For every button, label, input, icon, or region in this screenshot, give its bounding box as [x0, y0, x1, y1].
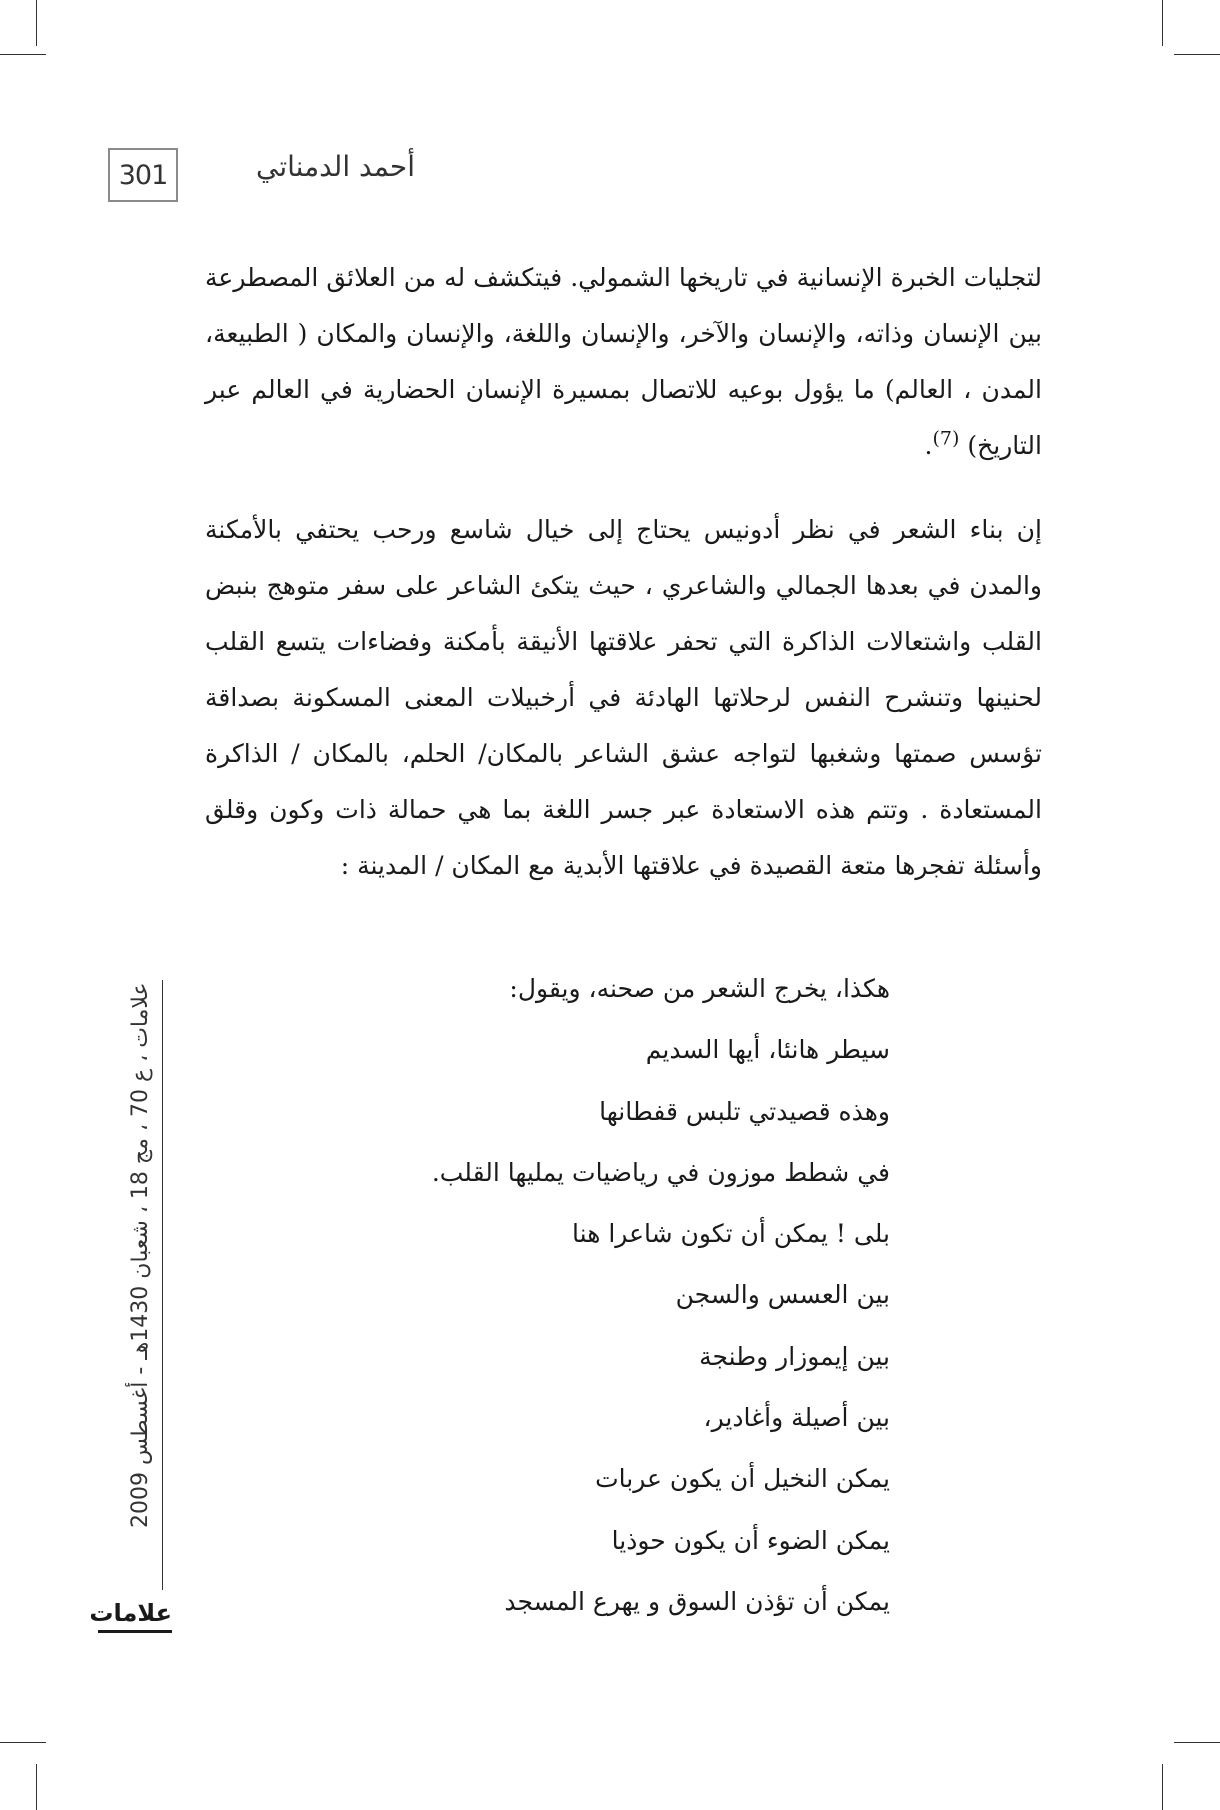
body-paragraph-1 [205, 250, 1042, 474]
poem-line: في شطط موزون في رياضيات يمليها القلب. [431, 1157, 890, 1187]
crop-mark [1174, 1742, 1220, 1743]
poem-line: بين إيموزار وطنجة [699, 1341, 890, 1371]
crop-mark [1174, 54, 1220, 55]
poem-line: يمكن أن تؤذن السوق و يهرع المسجد [504, 1586, 890, 1616]
paragraph-text: لتجليات الخبرة الإنسانية في تاريخها الشمولي. فيتكشف له من العلائق المصطرعة بين الإنسان وذاته، والإنسان والآخر، والإنسان واللغة، والإنسان والمكان ( الطبيعة، المدن ، العالم) ما يؤول بوعيه للاتصال بمسيرة الإنسان الحضارية في العالم عبر التاريخ) [205, 263, 1042, 460]
crop-mark [1162, 0, 1163, 46]
crop-mark [0, 1742, 46, 1743]
poem-line: بين العسس والسجن [675, 1280, 890, 1310]
poem-line: يمكن الضوء أن يكون حوذيا [611, 1525, 890, 1555]
poem-line: بلى ! يمكن أن تكون شاعرا هنا [572, 1219, 890, 1249]
journal-issue-info: علامات ، ع 70 ، مج 18 ، شعبان 1430هـ - أغسطس 2009 [128, 982, 153, 1528]
poem-line: سيطر هانئا، أيها السديم [645, 1035, 890, 1065]
footnote-reference[interactable]: (7) [932, 427, 960, 450]
poem-excerpt [432, 958, 890, 1632]
poem-line: يمكن النخيل أن يكون عربات [595, 1464, 890, 1494]
page-number: 301 [108, 148, 178, 202]
poem-line: بين أصيلة وأغادير، [703, 1403, 890, 1433]
running-head-author: أحمد الدمناتي [256, 150, 415, 183]
body-paragraph-2 [205, 502, 1042, 894]
crop-mark [36, 1764, 37, 1810]
crop-mark [1162, 1764, 1163, 1810]
crop-mark [0, 54, 46, 55]
poem-line: هكذا، يخرج الشعر من صحنه، ويقول: [509, 974, 890, 1003]
crop-mark [36, 0, 37, 46]
paragraph-text: إن بناء الشعر في نظر أدونيس يحتاج إلى خيال شاسع ورحب يحتفي بالأمكنة والمدن في بعدها الجمالي والشاعري ، حيث يتكئ الشاعر على سفر متوهج بنبض القلب واشتعالات الذاكرة التي تحفر علاقتها الأنيقة بأمكنة وفضاءات يتسع القلب لحنينها وتنشرح النفس لرحلاتها الهادئة في أرخبيلات المعنى المسكونة بصداقة تؤسس صمتها وشغبها لتواجه عشق الشاعر بالمكان/ الحلم، بالمكان / الذاكرة المستعادة . وتتم هذه الاستعادة عبر جسر اللغة بما هي حمالة ذات وكون وقلق وأسئلة تفجرها متعة القصيدة في علاقتها الأبدية مع المكان / المدينة : [205, 515, 1043, 880]
side-divider [162, 980, 163, 1590]
poem-line: وهذه قصيدتي تلبس قفطانها [599, 1096, 890, 1126]
paragraph-end-mark: . [924, 431, 933, 460]
journal-logo: علامات [98, 1596, 172, 1633]
